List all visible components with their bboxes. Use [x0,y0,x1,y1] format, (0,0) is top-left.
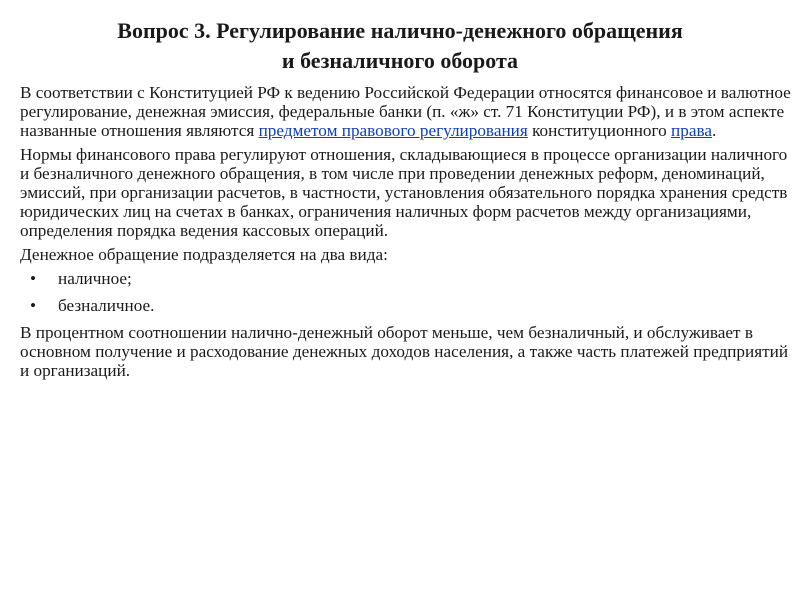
list-item [20,296,795,315]
circulation-types-list [20,269,795,315]
paragraph-percentage: В процентном соотношении налично-денежный оборот меньше, чем безналичный, и обслуживает в основном получение и расходование денежных доходов населения, а также часть платежей предприятий и организаций. [20,323,789,380]
link-legal-regulation-subject[interactable]: предметом правового регулирования [258,121,528,140]
paragraph-text: конституционного [527,121,672,140]
title-line-1: Вопрос 3. Регулирование налично-денежного обращения [117,18,683,43]
list-item [20,269,795,288]
title-line-2: и безналичного оборота [281,48,519,73]
list-item-label: наличное; [58,269,132,288]
paragraph-circulation-types: Денежное обращение подразделяется на два вида: [20,245,388,264]
bullet-icon: • [30,296,37,315]
link-law[interactable]: права [671,121,712,140]
slide-title [30,16,770,76]
paragraph-text: . [712,121,717,140]
bullet-icon: • [30,269,37,288]
paragraph-financial-law: Нормы финансового права регулируют отношения, складывающиеся в процессе организации наличного и безналичного денежного обращения, в том числе при проведении денежных реформ, деноминаций, эмиссий, при организации расчетов, в частности, установления обязательного порядка хранения средств юридических лиц на счетах в банках, ограничения наличных форм расчетов между организациями, определения порядка ведения кассовых операций. [20,145,788,240]
slide-body [20,83,795,385]
list-item-label: безналичное. [58,296,155,315]
paragraph-text: В соответствии с Конституцией РФ к ведению Российской Федерации относятся финансовое и валютное регулирование, денежная эмиссия, федеральные банки (п. «ж» ст. 71 Конституции РФ), и в этом аспекте названные отношения являются [20,83,791,140]
paragraph-constitution [20,83,795,140]
